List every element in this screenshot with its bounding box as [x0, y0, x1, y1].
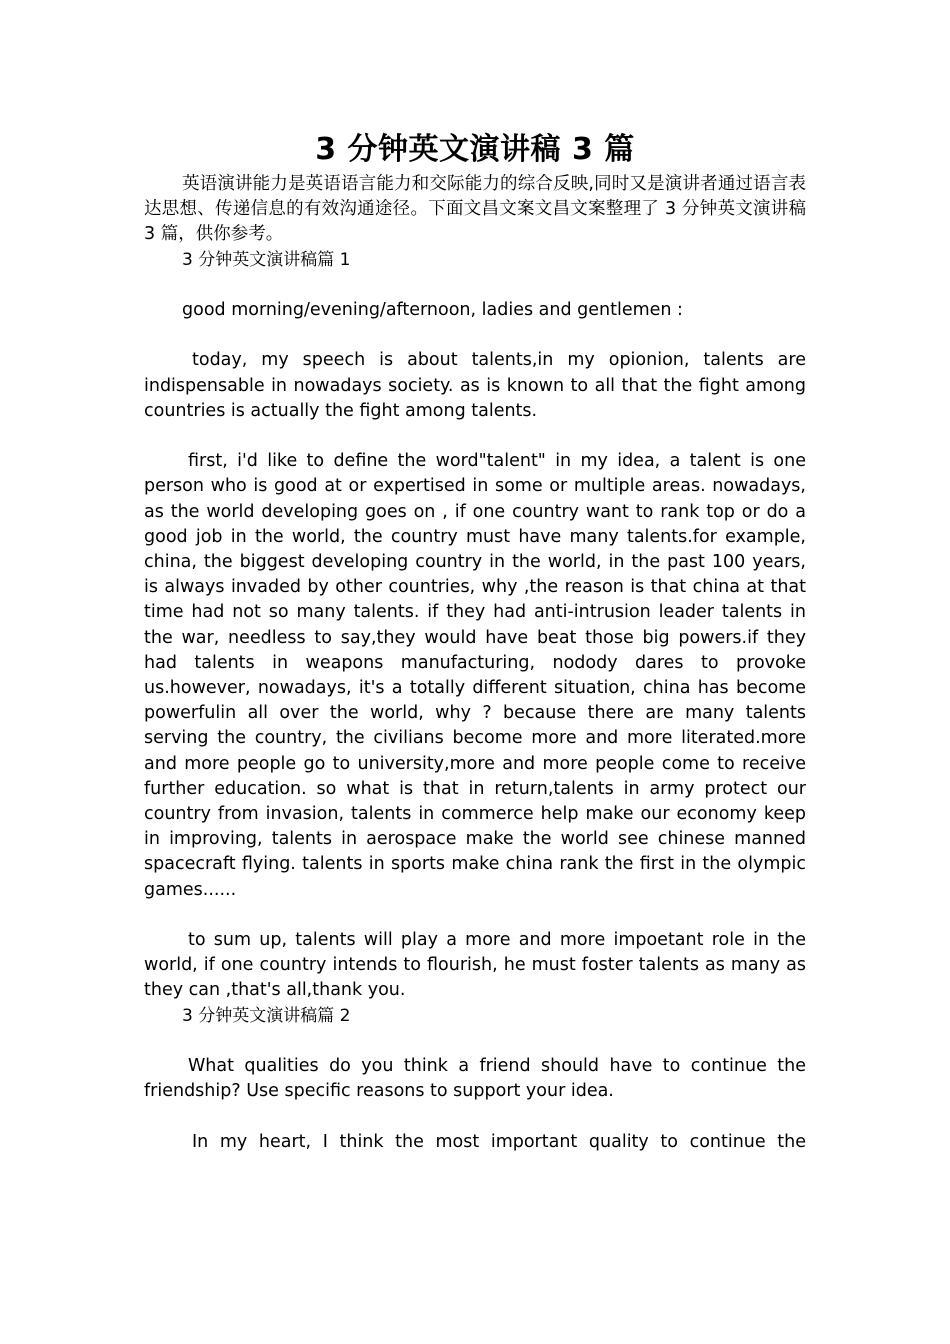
section-1-paragraph-1: today, my speech is about talents,in my opionion, talents are indispensable in nowadays society. as is known to all that the fight among countries is actually the fight among talents.	[144, 350, 806, 421]
section-2-heading: 3 分钟英文演讲稿篇 2	[182, 1005, 351, 1026]
document-title: 3 分钟英文演讲稿 3 篇	[315, 132, 635, 167]
section-2-paragraph-2: In my heart, I think the most important quality to continue the	[192, 1131, 806, 1152]
section-1-greeting: good morning/evening/afternoon, ladies and gentlemen :	[182, 300, 683, 320]
document-body	[144, 128, 806, 1155]
section-1-paragraph-3: to sum up, talents will play a more and more impoetant role in the world, if one country intends to flourish, he must foster talents as many as they can ,that's all,thank you.	[144, 930, 806, 1001]
section-2-paragraph-1: What qualities do you think a friend should have to continue the friendship? Use specific reasons to support your idea.	[144, 1056, 806, 1102]
intro-paragraph: 英语演讲能力是英语语言能力和交际能力的综合反映,同时又是演讲者通过语言表达思想、传递信息的有效沟通途径。下面文昌文案文昌文案整理了 3 分钟英文演讲稿 3 篇，供你参考。	[144, 174, 806, 245]
section-1-paragraph-2: first, i'd like to define the word"talent" in my idea, a talent is one person who is good at or expertised in some or multiple areas. nowadays, as the world developing goes on , if one country want to rank top or do a good job in the world, the country must have many talents.for example, china, the biggest developing country in the world, in the past 100 years, is always invaded by other countries, why ,the reason is that china at that time had not so many talents. if they had anti-intrusion leader talents in the war, needless to say,they would have beat those big powers.if they had talents in weapons manufacturing, nodody dares to provoke us.however, nowadays, it's a totally different situation, china has become powerfulin all over the world, why ? because there are many talents serving the country, the civilians become more and more literated.more and more people go to university,more and more people come to receive further education. so what is that in return,talents in army protect our country from invasion, talents in commerce help make our economy keep in improving, talents in aerospace make the world see chinese manned spacecraft flying. talents in sports make china rank the first in the olympic games......	[144, 451, 806, 900]
section-1-heading: 3 分钟英文演讲稿篇 1	[182, 249, 351, 270]
